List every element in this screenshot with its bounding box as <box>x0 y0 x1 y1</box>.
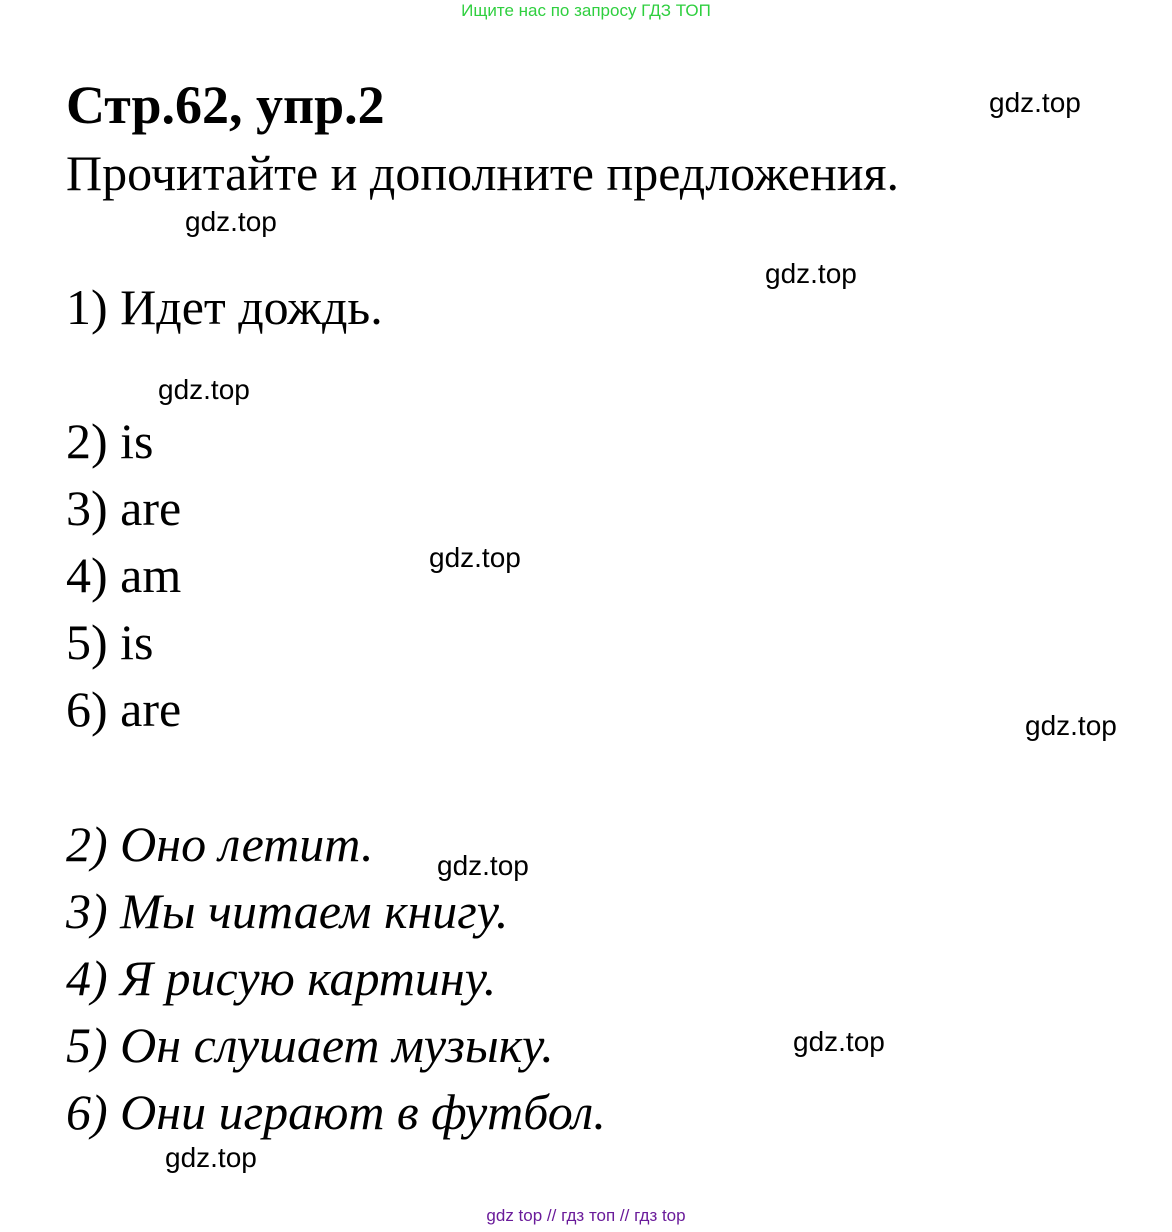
answer-item: 2) is <box>66 413 154 469</box>
answer-item: 5) is <box>66 614 154 670</box>
translation-item: 6) Они играют в футбол. <box>66 1084 606 1140</box>
translation-item: 4) Я рисую картину. <box>66 950 497 1006</box>
translation-item: 5) Он слушает музыку. <box>66 1017 554 1073</box>
top-banner: Ищите нас по запросу ГДЗ ТОП <box>461 1 711 20</box>
watermark: gdz.top <box>1025 710 1117 741</box>
watermark: gdz.top <box>437 850 529 881</box>
watermark: gdz.top <box>158 374 250 405</box>
watermark: gdz.top <box>429 542 521 573</box>
watermark: gdz.top <box>165 1142 257 1173</box>
exercise-instruction: Прочитайте и дополните предложения. <box>66 145 900 201</box>
translation-item: 2) Оно летит. <box>66 816 374 872</box>
answer-item: 3) are <box>66 480 182 536</box>
watermark: gdz.top <box>765 258 857 289</box>
watermark: gdz.top <box>185 206 277 237</box>
exercise-title: Стр.62, упр.2 <box>66 75 385 135</box>
translation-item: 3) Мы читаем книгу. <box>66 883 509 939</box>
answer-item: 6) are <box>66 681 182 737</box>
answer-item: 4) am <box>66 547 182 603</box>
answer-item: 1) Идет дождь. <box>66 279 383 335</box>
watermark: gdz.top <box>989 87 1081 118</box>
watermark: gdz.top <box>793 1026 885 1057</box>
footer: gdz top // гдз топ // гдз top <box>486 1206 686 1225</box>
